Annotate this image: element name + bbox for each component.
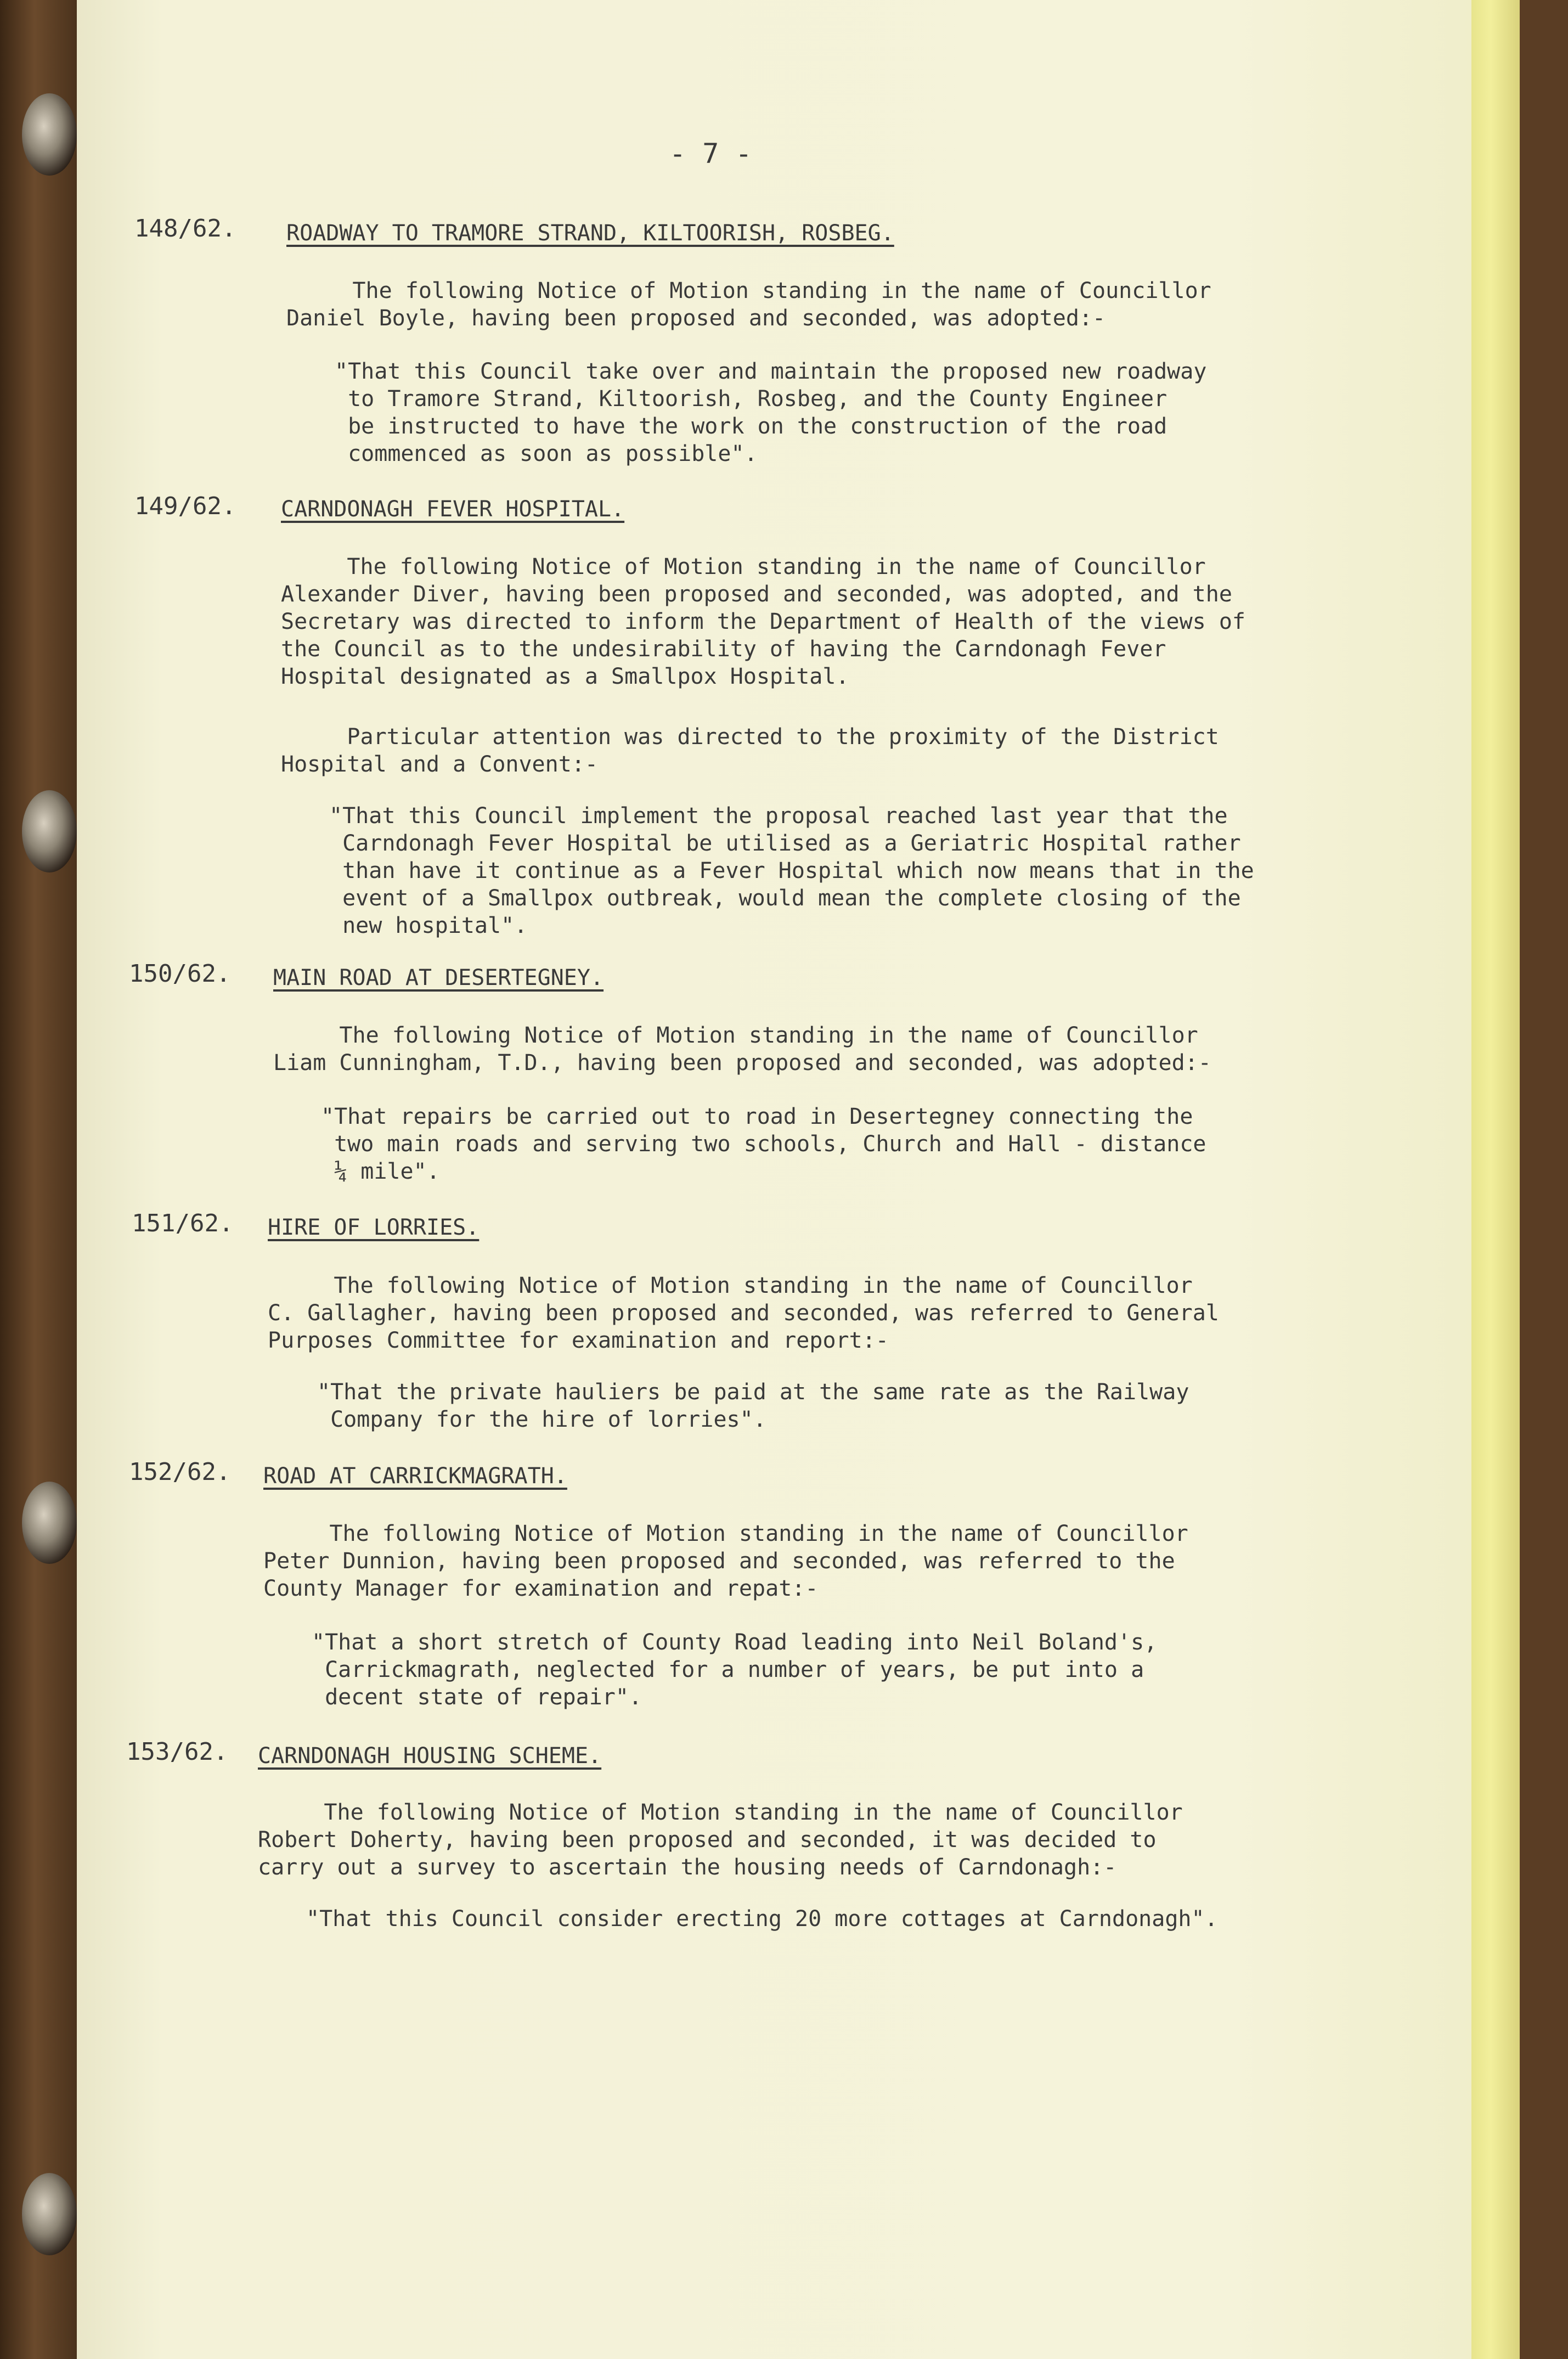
minute-paragraph: The following Notice of Motion standing in the name of Councillor Daniel Boyle, having been proposed and seconded, was adopted:- (286, 278, 1211, 331)
motion-quote: "That this Council take over and maintain the proposed new roadway to Tramore Strand, Kiltoorish, Rosbeg, and the County Engineer be instructed to have the work on the construction of the road commenced as soon as possible". (335, 359, 1207, 466)
minute-paragraph: Particular attention was directed to the proximity of the District Hospital and a Convent:- (281, 724, 1219, 777)
minute-heading: MAIN ROAD AT DESERTEGNEY. (273, 965, 604, 990)
document-page (77, 0, 1520, 2359)
minute-heading: CARNDONAGH FEVER HOSPITAL. (281, 497, 625, 522)
minute-heading: CARNDONAGH HOUSING SCHEME. (258, 1743, 602, 1769)
motion-quote: "That a short stretch of County Road leading into Neil Boland's, Carrickmagrath, neglected for a number of years, be put into a decent state of repair". (312, 1630, 1158, 1710)
minute-paragraph: The following Notice of Motion standing in the name of Councillor Alexander Diver, having been proposed and seconded, was adopted, and the Secretary was directed to inform the Department of Health of the views of the Council as to the undesirability of having the Carndonagh Fever Hospital designated as a Smallpox Hospital. (281, 554, 1245, 689)
minute-number: 151/62. (132, 1209, 234, 1237)
binder-ring (22, 790, 77, 872)
page-content (77, 0, 1520, 2359)
binder-ring (22, 2173, 77, 2255)
minute-heading: ROADWAY TO TRAMORE STRAND, KILTOORISH, ROSBEG. (286, 221, 894, 246)
minute-heading: HIRE OF LORRIES. (268, 1215, 480, 1240)
minute-heading: ROAD AT CARRICKMAGRATH. (263, 1463, 567, 1489)
binder-ring (22, 93, 77, 176)
minute-paragraph: The following Notice of Motion standing in the name of Councillor Robert Doherty, having been proposed and seconded, it was decided to carry out a survey to ascertain the housing needs of Carndonagh:- (258, 1800, 1183, 1880)
minute-paragraph: The following Notice of Motion standing in the name of Councillor Peter Dunnion, having been proposed and seconded, was referred to the County Manager for examination and repat:- (263, 1521, 1188, 1601)
minute-number: 153/62. (126, 1738, 228, 1766)
motion-quote: "That this Council implement the proposal reached last year that the Carndonagh Fever Hospital be utilised as a Geriatric Hospital rather than have it continue as a Fever Hospital which now means that in the event of a Smallpox outbreak, would mean the complete closing of the new hospital". (329, 803, 1254, 938)
motion-quote: "That the private hauliers be paid at the same rate as the Railway Company for the hire of lorries". (317, 1380, 1189, 1432)
binder-spine (0, 0, 77, 2359)
minute-number: 149/62. (134, 492, 236, 520)
motion-quote: "That repairs be carried out to road in Desertegney connecting the two main roads and serving two schools, Church and Hall - distance ¼ mile". (321, 1104, 1206, 1184)
minute-number: 148/62. (134, 215, 236, 243)
minute-number: 152/62. (129, 1458, 231, 1486)
minute-paragraph: The following Notice of Motion standing in the name of Councillor Liam Cunningham, T.D., having been proposed and seconded, was adopted:- (273, 1023, 1211, 1076)
page-number: - 7 - (669, 138, 752, 170)
minute-number: 150/62. (129, 960, 231, 988)
minute-paragraph: The following Notice of Motion standing in the name of Councillor C. Gallagher, having been proposed and seconded, was referred to General Purposes Committee for examination and report:- (268, 1273, 1219, 1353)
motion-quote: "That this Council consider erecting 20 more cottages at Carndonagh". (306, 1906, 1218, 1932)
binder-ring (22, 1482, 77, 1564)
